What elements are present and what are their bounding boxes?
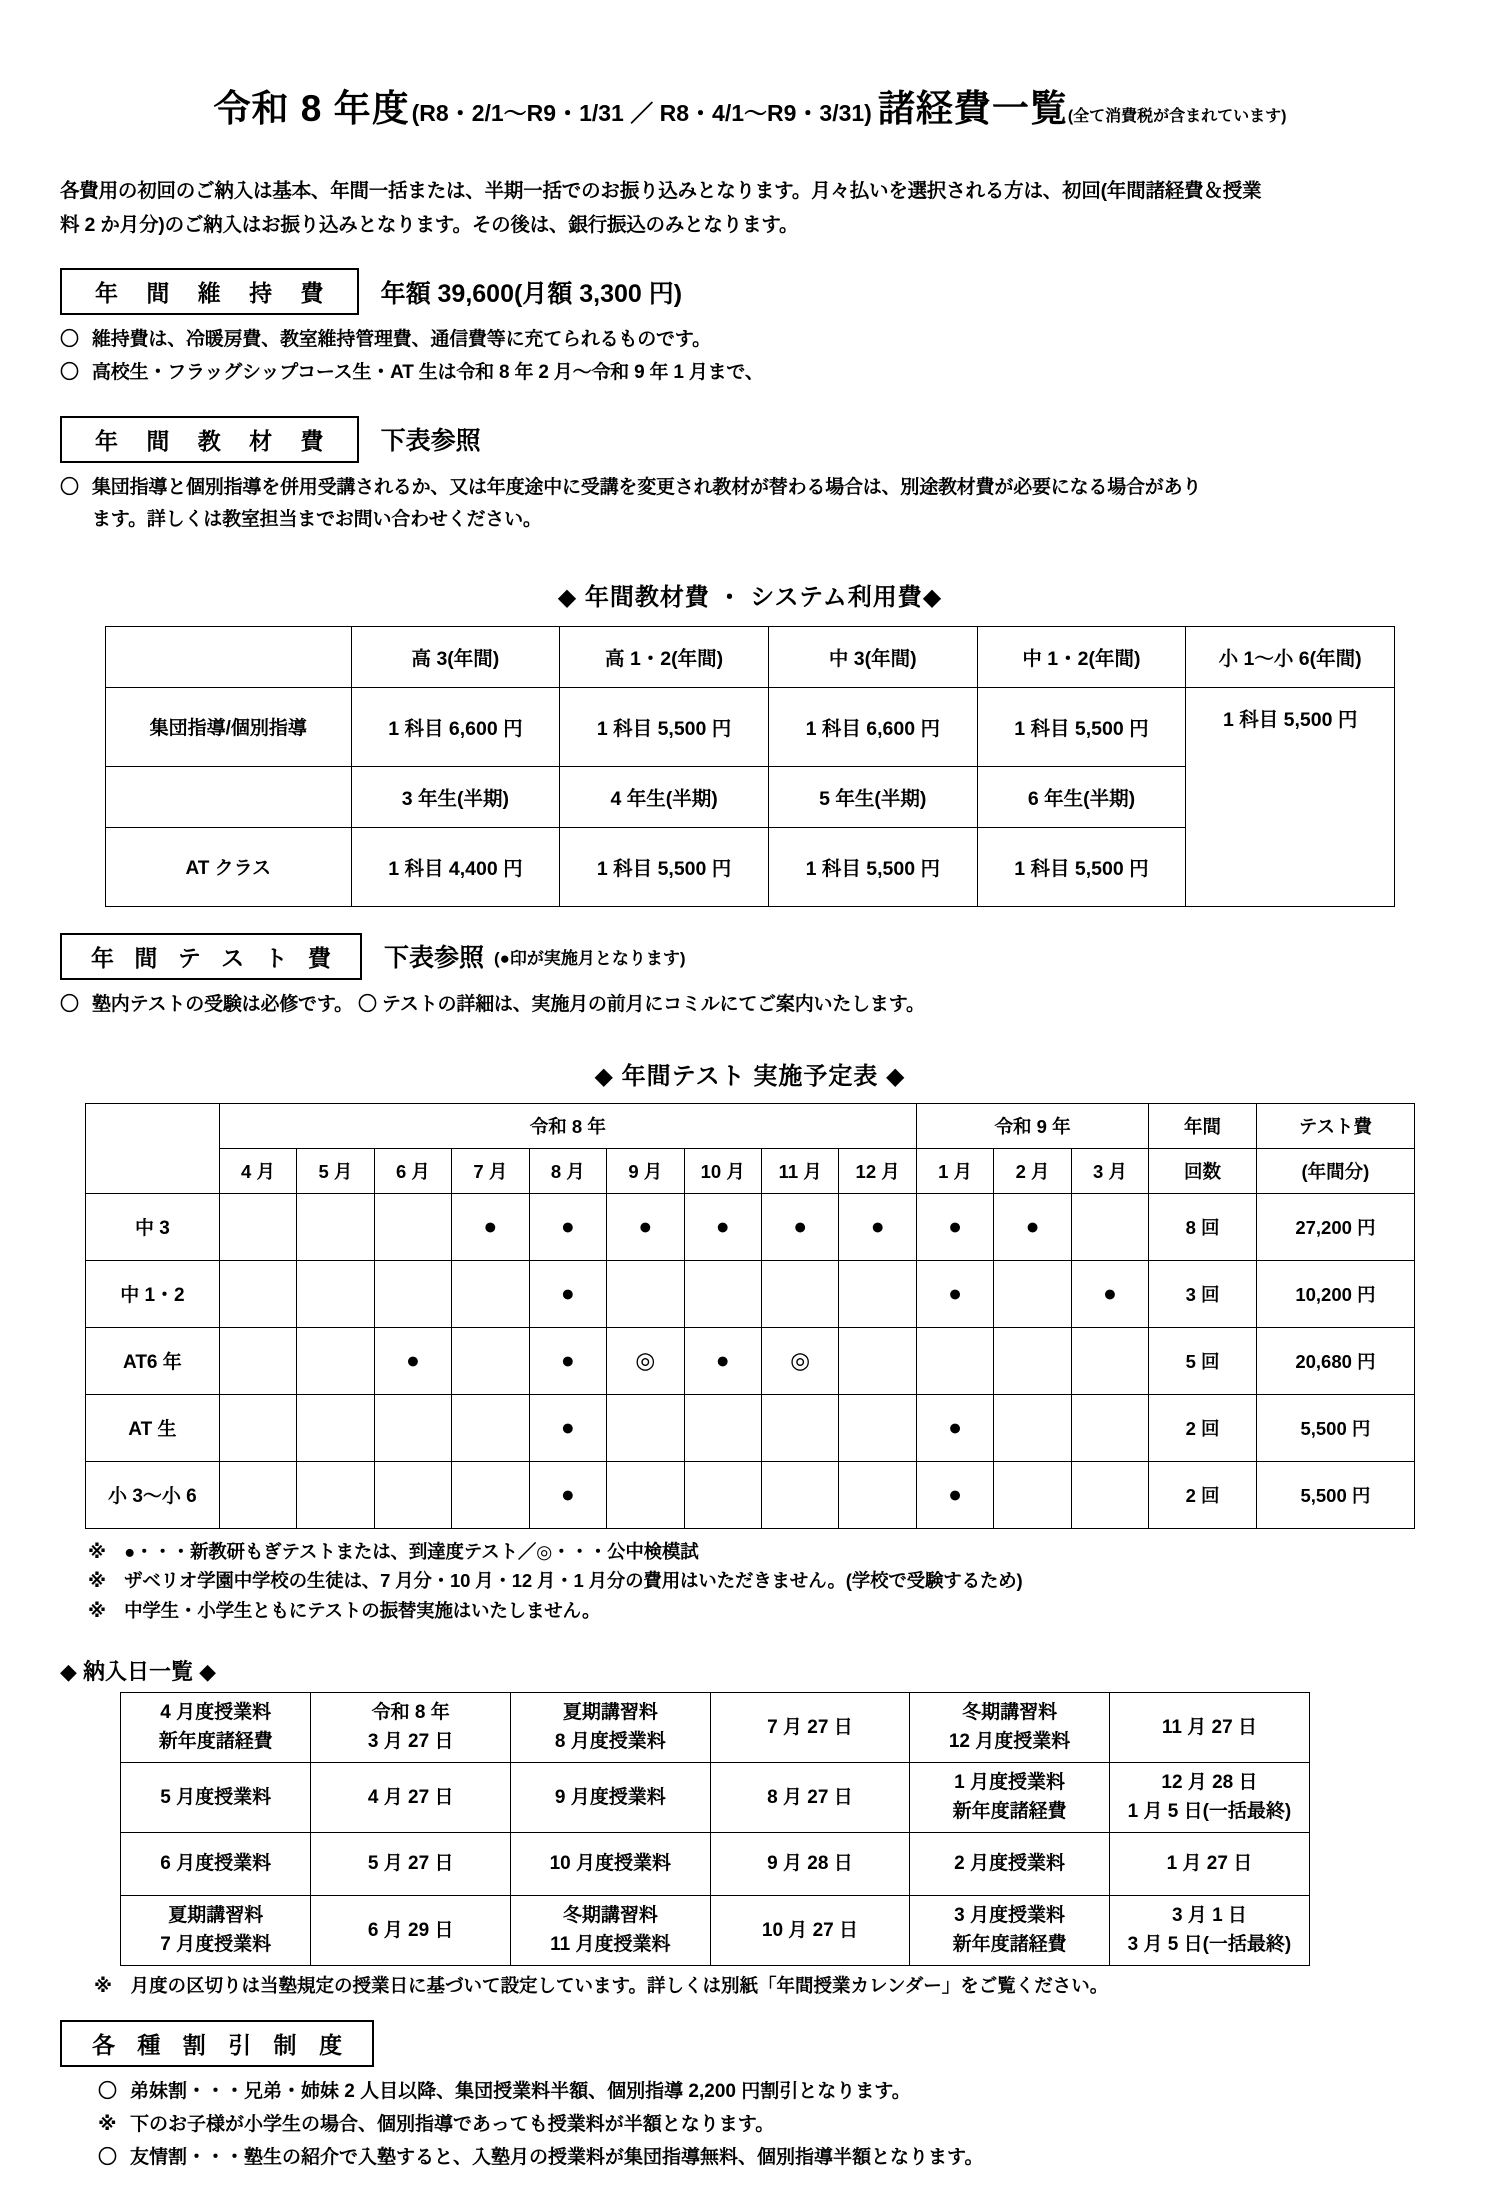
payment-date-cell: 7 月 27 日 <box>710 1693 910 1763</box>
cell-line: 冬期講習料 <box>962 1702 1058 1724</box>
test-empty-cell <box>374 1394 451 1461</box>
table-row <box>121 1896 1310 1966</box>
payment-date-cell <box>311 1693 511 1763</box>
table-row <box>106 626 1395 687</box>
test-notes <box>60 1537 1440 1626</box>
test-mark-cell <box>607 1327 684 1394</box>
materials-cell: 1 科目 5,500 円 <box>560 827 769 906</box>
test-month-header: 4 月 <box>219 1148 296 1193</box>
test-empty-cell <box>452 1394 529 1461</box>
payment-item-cell <box>910 1896 1110 1966</box>
materials-row-label: AT クラス <box>106 827 352 906</box>
table-row <box>86 1193 1415 1260</box>
materials-cell: 1 科目 4,400 円 <box>351 827 560 906</box>
cell-line: 冬期講習料 <box>562 1905 658 1927</box>
table-row <box>86 1327 1415 1394</box>
filled-circle-icon: ● <box>560 1212 575 1239</box>
test-empty-cell <box>374 1461 451 1528</box>
payment-date-cell: 1 月 27 日 <box>1109 1833 1309 1896</box>
materials-col-header: 中 3(年間) <box>768 626 977 687</box>
table-row <box>86 1148 1415 1193</box>
test-empty-cell <box>452 1260 529 1327</box>
materials-fee-value: 下表参照 <box>380 427 481 456</box>
materials-cell: 1 科目 6,600 円 <box>768 687 977 766</box>
test-fee-header-line1: テスト費 <box>1256 1103 1414 1148</box>
test-month-header: 5 月 <box>297 1148 374 1193</box>
payment-item-cell: 10 月度授業料 <box>511 1833 711 1896</box>
table-row <box>86 1103 1415 1148</box>
cell-line: 1 月 5 日(一括最終) <box>1127 1800 1292 1822</box>
test-row-label: 中 1・2 <box>86 1260 220 1327</box>
test-fee-value: 下表参照 <box>383 944 484 973</box>
cell-line: 12 月度授業料 <box>948 1730 1071 1752</box>
cell-line: 1 月度授業料 <box>954 1772 1065 1794</box>
cell-line: 新年度諸経費 <box>158 1730 273 1752</box>
payment-schedule-table <box>120 1692 1310 1966</box>
cell-line: 12 月 28 日 <box>1161 1772 1258 1794</box>
payment-date-cell: 4 月 27 日 <box>311 1763 511 1833</box>
payment-item-cell: 2 月度授業料 <box>910 1833 1110 1896</box>
bullet-marker-icon: ※ <box>98 2114 117 2136</box>
test-empty-cell <box>684 1260 761 1327</box>
cell-line: 新年度諸経費 <box>952 1933 1067 1955</box>
test-count-cell: 5 回 <box>1149 1327 1257 1394</box>
test-month-header: 1 月 <box>916 1148 993 1193</box>
test-mark-cell <box>994 1193 1071 1260</box>
test-fee-header-line2: (年間分) <box>1256 1148 1414 1193</box>
filled-circle-icon: ● <box>948 1212 963 1239</box>
test-empty-cell <box>1071 1193 1148 1260</box>
test-empty-cell <box>452 1461 529 1528</box>
test-count-cell: 3 回 <box>1149 1260 1257 1327</box>
test-mark-cell <box>1071 1260 1148 1327</box>
bullet-text: 塾内テストの受験は必修です。 〇 テストの詳細は、実施月の前月にコミルにてご案内いたします。 <box>92 993 925 1015</box>
test-empty-cell <box>374 1260 451 1327</box>
test-month-header: 2 月 <box>994 1148 1071 1193</box>
test-empty-cell <box>297 1461 374 1528</box>
materials-fee-table <box>105 626 1395 907</box>
payment-item-cell <box>511 1896 711 1966</box>
title-era-year: 令和 8 年度 <box>213 88 410 129</box>
filled-circle-icon: ● <box>560 1480 575 1507</box>
materials-bullets <box>60 472 1440 537</box>
test-mark-cell <box>684 1193 761 1260</box>
test-empty-cell <box>452 1327 529 1394</box>
test-empty-cell <box>994 1260 1071 1327</box>
payment-item-cell: 6 月度授業料 <box>121 1833 311 1896</box>
test-count-header-line1: 年間 <box>1149 1103 1257 1148</box>
test-mark-cell <box>839 1193 916 1260</box>
materials-header-blank <box>106 766 352 827</box>
test-mark-cell <box>916 1260 993 1327</box>
test-mark-cell <box>529 1461 606 1528</box>
filled-circle-icon: ● <box>793 1212 808 1239</box>
materials-col-header: 5 年生(半期) <box>768 766 977 827</box>
test-mark-cell <box>684 1327 761 1394</box>
test-empty-cell <box>297 1193 374 1260</box>
bullet-text: 友情割・・・塾生の紹介で入塾すると、入塾月の授業料が集団指導無料、個別指導半額となります。 <box>130 2147 984 2169</box>
test-month-header: 3 月 <box>1071 1148 1148 1193</box>
maintenance-bullets <box>60 324 1440 389</box>
filled-circle-icon: ● <box>483 1212 498 1239</box>
cell-line: 夏期講習料 <box>562 1702 658 1724</box>
bullet-marker-icon: 〇 <box>98 2081 118 2103</box>
table-row <box>86 1394 1415 1461</box>
test-fee-cell: 20,680 円 <box>1256 1327 1414 1394</box>
test-count-cell: 8 回 <box>1149 1193 1257 1260</box>
table-row <box>106 687 1395 766</box>
bullet-text: 集団指導と個別指導を併用受講されるか、又は年度途中に受講を変更され教材が替わる場合は、別途教材費が必要になる場合があり <box>92 476 1202 498</box>
filled-circle-icon: ● <box>405 1346 420 1373</box>
cell-line: 3 月 5 日(一括最終) <box>1127 1933 1292 1955</box>
test-mark-cell <box>916 1461 993 1528</box>
test-fee-cell: 5,500 円 <box>1256 1394 1414 1461</box>
test-month-header: 8 月 <box>529 1148 606 1193</box>
test-fee-heading: 年 間 テ ス ト 費 <box>60 933 362 980</box>
test-mark-cell <box>529 1327 606 1394</box>
title-document-name: 諸経費一覧 <box>877 88 1068 129</box>
test-count-header-line2: 回数 <box>1149 1148 1257 1193</box>
page-title <box>60 78 1440 132</box>
test-empty-cell <box>684 1394 761 1461</box>
test-empty-cell <box>1071 1327 1148 1394</box>
filled-circle-icon: ● <box>948 1480 963 1507</box>
materials-cell: 1 科目 5,500 円 <box>1186 687 1395 906</box>
test-empty-cell <box>219 1260 296 1327</box>
test-group-header-r8: 令和 8 年 <box>219 1103 916 1148</box>
payment-date-cell <box>1109 1763 1309 1833</box>
materials-cell: 1 科目 5,500 円 <box>977 687 1186 766</box>
list-item <box>98 2108 1440 2141</box>
payment-date-cell <box>1109 1896 1309 1966</box>
materials-table-caption: ◆ 年間教材費 ・ システム利用費◆ <box>557 583 943 611</box>
test-mark-cell <box>452 1193 529 1260</box>
filled-circle-icon: ● <box>1025 1212 1040 1239</box>
filled-circle-icon: ● <box>560 1279 575 1306</box>
bullet-text: 高校生・フラッグシップコース生・AT 生は令和 8 年 2 月〜令和 9 年 1 月まで、 <box>92 361 764 383</box>
test-mark-cell <box>761 1193 838 1260</box>
filled-circle-icon: ● <box>1103 1279 1117 1306</box>
test-note: ※ 中学生・小学生ともにテストの振替実施はいたしません。 <box>88 1599 601 1621</box>
filled-circle-icon: ● <box>638 1212 653 1239</box>
materials-col-header: 3 年生(半期) <box>351 766 560 827</box>
payment-note: ※ 月度の区切りは当塾規定の授業日に基づいて設定しています。詳しくは別紙「年間授業カレンダー」をご覧ください。 <box>94 1975 1109 1997</box>
test-empty-cell <box>839 1327 916 1394</box>
section-maintenance-fee <box>60 268 1440 315</box>
double-circle-icon: ◎ <box>790 1346 811 1373</box>
test-row-label: AT6 年 <box>86 1327 220 1394</box>
materials-col-header: 4 年生(半期) <box>560 766 769 827</box>
test-empty-cell <box>219 1461 296 1528</box>
test-month-header: 12 月 <box>839 1148 916 1193</box>
maintenance-fee-value: 年額 39,600(月額 3,300 円) <box>380 279 683 308</box>
test-month-header: 9 月 <box>607 1148 684 1193</box>
test-fee-value-note: (●印が実施月となります) <box>493 948 686 968</box>
test-empty-cell <box>994 1461 1071 1528</box>
test-note: ※ ●・・・新教研もぎテストまたは、到達度テスト／◎・・・公中検模試 <box>88 1540 699 1562</box>
section-test-fee <box>60 933 1440 980</box>
filled-circle-icon: ● <box>948 1279 963 1306</box>
cell-line: 3 月度授業料 <box>954 1905 1065 1927</box>
list-item <box>98 2075 1440 2108</box>
test-empty-cell <box>916 1327 993 1394</box>
materials-cell: 1 科目 6,600 円 <box>351 687 560 766</box>
test-row-label: 小 3〜小 6 <box>86 1461 220 1528</box>
test-mark-cell <box>761 1327 838 1394</box>
title-date-range: (R8・2/1〜R9・1/31 ／ R8・4/1〜R9・3/31) <box>411 100 872 126</box>
payment-item-cell <box>121 1693 311 1763</box>
test-month-header: 7 月 <box>452 1148 529 1193</box>
table-row <box>121 1763 1310 1833</box>
test-empty-cell <box>994 1327 1071 1394</box>
test-empty-cell <box>607 1260 684 1327</box>
test-group-header-r9: 令和 9 年 <box>916 1103 1148 1148</box>
test-fee-cell: 10,200 円 <box>1256 1260 1414 1327</box>
test-count-cell: 2 回 <box>1149 1461 1257 1528</box>
double-circle-icon: ◎ <box>635 1346 656 1373</box>
payment-date-cell: 9 月 28 日 <box>710 1833 910 1896</box>
payment-item-cell: 9 月度授業料 <box>511 1763 711 1833</box>
test-empty-cell <box>839 1394 916 1461</box>
payment-schedule-body <box>121 1693 1310 1966</box>
cell-line: 4 月度授業料 <box>160 1702 272 1724</box>
section-discounts <box>60 2020 1440 2067</box>
cell-line: 3 月 1 日 <box>1171 1905 1247 1927</box>
payment-date-cell: 5 月 27 日 <box>311 1833 511 1896</box>
test-schedule-table <box>85 1103 1415 1529</box>
test-mark-cell <box>607 1193 684 1260</box>
test-empty-cell <box>1071 1461 1148 1528</box>
list-item <box>60 989 1440 1022</box>
materials-cell: 1 科目 5,500 円 <box>560 687 769 766</box>
materials-row-label: 集団指導/個別指導 <box>106 687 352 766</box>
test-header-blank <box>86 1103 220 1193</box>
test-empty-cell <box>839 1260 916 1327</box>
test-empty-cell <box>684 1461 761 1528</box>
cell-line: 8 月度授業料 <box>554 1730 666 1752</box>
cell-line: 夏期講習料 <box>168 1905 264 1927</box>
test-empty-cell <box>219 1394 296 1461</box>
test-month-header: 11 月 <box>761 1148 838 1193</box>
intro-line-1: 各費用の初回のご納入は基本、年間一括または、半期一括でのお振り込みとなります。月々払いを選択される方は、初回(年間諸経費＆授業 <box>60 180 1262 202</box>
bullet-text: 維持費は、冷暖房費、教室維持管理費、通信費等に充てられるものです。 <box>92 329 711 351</box>
bullet-marker-icon: 〇 <box>60 993 79 1015</box>
maintenance-fee-heading: 年 間 維 持 費 <box>60 268 359 315</box>
bullet-marker-icon: 〇 <box>60 361 79 383</box>
bullet-marker-icon: 〇 <box>98 2147 118 2169</box>
bullet-marker-icon: 〇 <box>60 476 79 498</box>
filled-circle-icon: ● <box>870 1212 885 1239</box>
bullet-marker-icon: 〇 <box>60 329 79 351</box>
filled-circle-icon: ● <box>715 1212 730 1239</box>
materials-header-blank <box>106 626 352 687</box>
test-mark-cell <box>529 1394 606 1461</box>
test-empty-cell <box>297 1327 374 1394</box>
materials-cell: 1 科目 5,500 円 <box>768 827 977 906</box>
test-row-label: AT 生 <box>86 1394 220 1461</box>
bullet-text: 下のお子様が小学生の場合、個別指導であっても授業料が半額となります。 <box>130 2114 775 2136</box>
discount-list <box>60 2075 1440 2174</box>
filled-circle-icon: ● <box>948 1413 963 1440</box>
payment-date-cell: 6 月 29 日 <box>311 1896 511 1966</box>
test-empty-cell <box>219 1327 296 1394</box>
test-fee-cell: 5,500 円 <box>1256 1461 1414 1528</box>
test-empty-cell <box>607 1461 684 1528</box>
test-empty-cell <box>374 1193 451 1260</box>
materials-col-header: 中 1・2(年間) <box>977 626 1186 687</box>
test-mark-cell <box>529 1260 606 1327</box>
payment-item-cell <box>511 1693 711 1763</box>
test-empty-cell <box>761 1461 838 1528</box>
discount-heading: 各 種 割 引 制 度 <box>60 2020 374 2067</box>
test-bullets <box>60 989 1440 1022</box>
payment-item-cell: 5 月度授業料 <box>121 1763 311 1833</box>
cell-line: 7 月度授業料 <box>160 1933 272 1955</box>
cell-line: 11 月度授業料 <box>550 1933 671 1955</box>
test-fee-cell: 27,200 円 <box>1256 1193 1414 1260</box>
cell-line: 新年度諸経費 <box>952 1800 1067 1822</box>
test-table-caption: ◆ 年間テスト 実施予定表 ◆ <box>594 1062 906 1090</box>
test-mark-cell <box>916 1394 993 1461</box>
payment-schedule-heading: ◆ 納入日一覧 ◆ <box>60 1659 217 1685</box>
test-mark-cell <box>529 1193 606 1260</box>
test-empty-cell <box>994 1394 1071 1461</box>
table-row <box>121 1833 1310 1896</box>
test-schedule-body <box>86 1193 1415 1528</box>
test-empty-cell <box>297 1260 374 1327</box>
test-month-header: 6 月 <box>374 1148 451 1193</box>
materials-fee-heading: 年 間 教 材 費 <box>60 416 359 463</box>
test-note: ※ ザベリオ学園中学校の生徒は、7 月分・10 月・12 月・1 月分の費用はいただきません。(学校で受験するため) <box>88 1570 1023 1592</box>
list-item <box>98 2141 1440 2174</box>
payment-date-cell: 10 月 27 日 <box>710 1896 910 1966</box>
test-empty-cell <box>1071 1394 1148 1461</box>
table-row <box>86 1461 1415 1528</box>
materials-col-header: 6 年生(半期) <box>977 766 1186 827</box>
test-empty-cell <box>297 1394 374 1461</box>
payment-item-cell <box>121 1896 311 1966</box>
test-row-label: 中 3 <box>86 1193 220 1260</box>
bullet-text: 弟妹割・・・兄弟・姉妹 2 人目以降、集団授業料半額、個別指導 2,200 円割引となります。 <box>130 2081 911 2103</box>
table-row <box>121 1693 1310 1763</box>
payment-date-cell: 11 月 27 日 <box>1109 1693 1309 1763</box>
filled-circle-icon: ● <box>560 1346 575 1373</box>
payment-date-cell: 8 月 27 日 <box>710 1763 910 1833</box>
bullet-text-continued: ます。詳しくは教室担当までお問い合わせください。 <box>92 509 542 531</box>
intro-paragraph <box>60 174 1440 242</box>
document-page <box>0 78 1500 2200</box>
test-mark-cell <box>916 1193 993 1260</box>
filled-circle-icon: ● <box>715 1346 730 1373</box>
test-mark-cell <box>374 1327 451 1394</box>
title-tax-note: (全て消費税が含まれています) <box>1067 108 1287 125</box>
payment-item-cell <box>910 1763 1110 1833</box>
test-empty-cell <box>761 1394 838 1461</box>
cell-line: 3 月 27 日 <box>367 1730 454 1752</box>
table-row <box>86 1260 1415 1327</box>
materials-col-header: 高 1・2(年間) <box>560 626 769 687</box>
test-empty-cell <box>839 1461 916 1528</box>
materials-col-header: 小 1〜小 6(年間) <box>1186 626 1395 687</box>
section-materials-fee <box>60 416 1440 463</box>
test-empty-cell <box>219 1193 296 1260</box>
list-item <box>60 324 1440 357</box>
test-empty-cell <box>607 1394 684 1461</box>
cell-line: 令和 8 年 <box>371 1702 450 1724</box>
intro-line-2: 料 2 か月分)のご納入はお振り込みとなります。その後は、銀行振込のみとなります。 <box>60 214 799 237</box>
test-month-header: 10 月 <box>684 1148 761 1193</box>
list-item <box>60 472 1440 505</box>
test-empty-cell <box>761 1260 838 1327</box>
payment-item-cell <box>910 1693 1110 1763</box>
materials-cell: 1 科目 5,500 円 <box>977 827 1186 906</box>
list-item <box>60 357 1440 390</box>
test-count-cell: 2 回 <box>1149 1394 1257 1461</box>
materials-col-header: 高 3(年間) <box>351 626 560 687</box>
filled-circle-icon: ● <box>560 1413 575 1440</box>
